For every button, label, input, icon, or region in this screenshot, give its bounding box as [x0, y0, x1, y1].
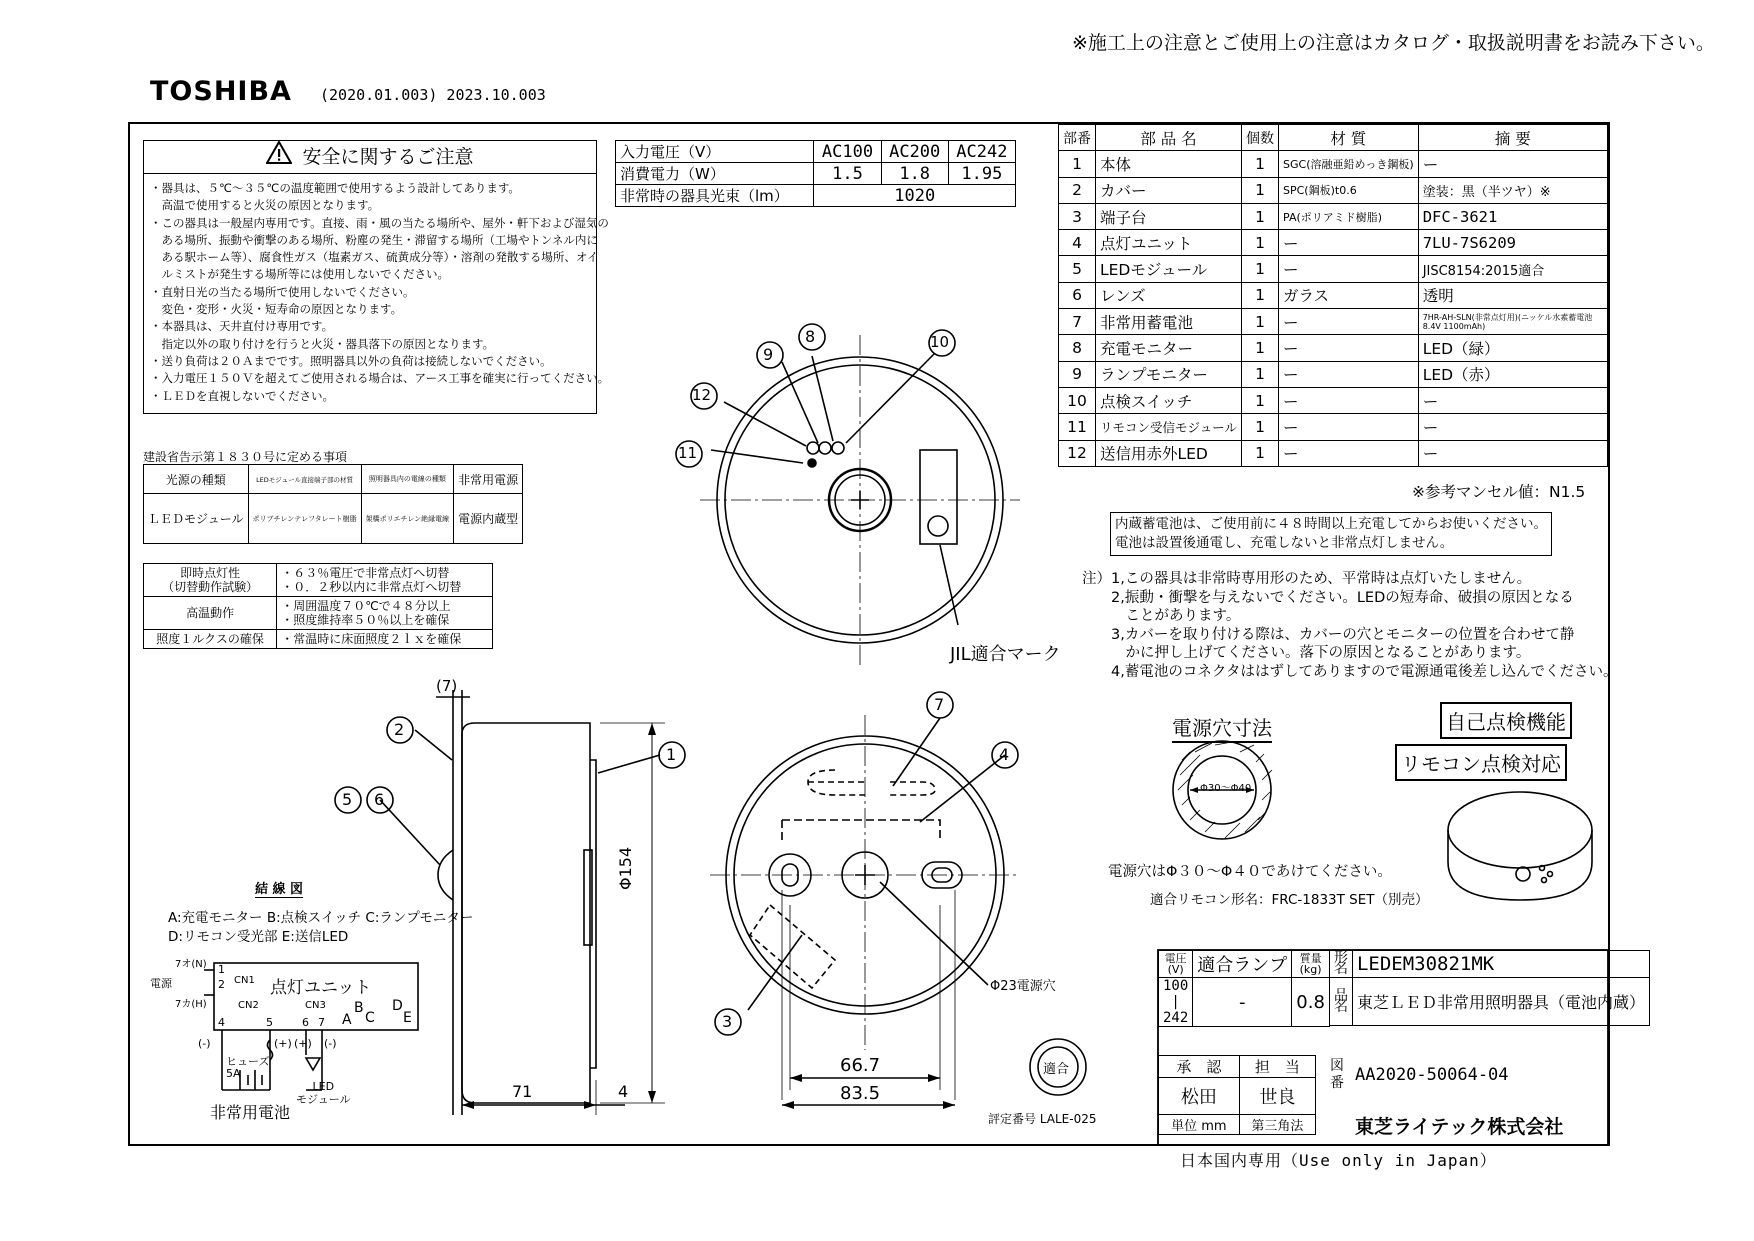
safety-line: 指定以外の取り付けを行うと火災・器具落下の原因となります。 [150, 336, 495, 351]
safety-line: ルミストが発生する場所等には使用しないでください。 [150, 267, 449, 282]
hole-dim: Φ30～Φ40 [1200, 783, 1252, 794]
note-line: 2,振動・衝撃を与えないでください。LEDの短寿命、破損の原因となる [1082, 589, 1574, 606]
approver-name: 松田 [1159, 1078, 1240, 1115]
callout-5: 5 [342, 790, 353, 809]
part-no: 11 [1059, 414, 1096, 440]
part-name: 端子台 [1096, 203, 1242, 229]
note-line: 3,カバーを取り付ける際は、カバーの穴とモニターの位置を合わせて静 [1082, 626, 1575, 643]
part-name: カバー [1096, 177, 1242, 203]
power-cell: AC100 [814, 141, 881, 163]
part-no: 12 [1059, 440, 1096, 466]
part-remark: JISC8154:2015適合 [1418, 256, 1607, 282]
dim-inner-pitch: 66.7 [840, 1055, 881, 1076]
wiring-cn1: CN1 [234, 975, 255, 986]
wiring-letter: E [403, 1010, 412, 1026]
safety-line: ある場所、振動や衝撃のある場所、粉塵の発生・滞留する場所（工場やトンネル内に [150, 232, 598, 247]
part-remark: LED（赤） [1418, 361, 1607, 387]
wiring-cn2: CN2 [238, 1000, 259, 1011]
source-caption: 建設省告示第１８３０号に定める事項 [143, 450, 348, 464]
parts-header: 個数 [1242, 125, 1279, 151]
wiring-letter: B [354, 1000, 364, 1016]
projection-label: 第三角法 [1239, 1115, 1315, 1135]
title-block [1158, 950, 1650, 1027]
part-name: LEDモジュール [1096, 256, 1242, 282]
perf-value: ・６３％電圧で非常点灯へ切替 ・０．２秒以内に非常点灯へ切替 [277, 564, 493, 597]
wiring-cn3: CN3 [305, 1000, 326, 1011]
wiring-letter: C [365, 1010, 375, 1026]
notice-line: 内蔵蓄電池は、ご使用前に４８時間以上充電してからお使いください。 [1115, 516, 1547, 532]
dim-flange: 4 [618, 1082, 629, 1101]
approve-header: 承 認 [1159, 1056, 1240, 1078]
part-name: レンズ [1096, 282, 1242, 308]
part-qty: 1 [1242, 361, 1279, 387]
perf-value: ・周囲温度７０℃で４８分以上 ・照度維持率５０％以上を確保 [277, 597, 493, 630]
callout-10: 10 [930, 333, 950, 351]
munsell-note: ※参考マンセル値：N1.5 [1412, 483, 1586, 501]
callout-1: 1 [666, 745, 677, 764]
mass-header: 質量 (kg) [1292, 951, 1330, 978]
callout-8: 8 [805, 327, 816, 346]
part-qty: 1 [1242, 335, 1279, 361]
parts-header: 部 品 名 [1096, 125, 1242, 151]
part-remark: 7HR-AH-SLN(非常点灯用)(ニッケル水素蓄電池 8.4V 1100mAh) [1418, 309, 1607, 335]
part-qty: 1 [1242, 282, 1279, 308]
part-material: ガラス [1279, 282, 1419, 308]
top-view [700, 335, 1020, 665]
part-material: ー [1279, 309, 1419, 335]
wiring-fuse: ヒューズ 5A [226, 1055, 270, 1080]
model-number: LEDEM30821MK [1352, 951, 1649, 978]
power-label: 消費電力（W） [616, 163, 814, 185]
jil-mark-label: JIL適合マーク [950, 644, 1061, 665]
wiring-h: 7カ(H) [175, 999, 207, 1010]
power-cell: 1.8 [881, 163, 948, 185]
charge-header: 担 当 [1239, 1056, 1315, 1078]
safety-line: ・本器具は、天井直付け専用です。 [150, 319, 334, 334]
wiring-n: 7オ(N) [175, 959, 207, 970]
self-check-label: 自己点検機能 [1440, 702, 1572, 739]
part-no: 4 [1059, 230, 1096, 256]
wiring-pin: 6 [302, 1016, 309, 1029]
part-qty: 1 [1242, 414, 1279, 440]
part-qty: 1 [1242, 256, 1279, 282]
part-material: ー [1279, 256, 1419, 282]
callout-2: 2 [394, 720, 405, 739]
part-no: 5 [1059, 256, 1096, 282]
wiring-unit: 点灯ユニット [270, 978, 372, 998]
revision-number: (2020.01.003) 2023.10.003 [320, 86, 546, 104]
part-name: 非常用蓄電池 [1096, 309, 1242, 335]
part-material: SPC(鋼板)t0.6 [1279, 177, 1419, 203]
jil-stamp-label: 適合 [1043, 1062, 1070, 1077]
source-cell: ＬＥＤモジュール [144, 494, 249, 544]
source-cell: 架橋ポリエチレン絶縁電線 [361, 494, 454, 544]
part-name: 充電モニター [1096, 335, 1242, 361]
part-no: 10 [1059, 387, 1096, 413]
source-header: 光源の種類 [144, 465, 249, 494]
person-name: 世良 [1239, 1078, 1315, 1115]
part-qty: 1 [1242, 177, 1279, 203]
part-remark: 透明 [1418, 282, 1607, 308]
power-label: 非常時の器具光束（lm） [616, 185, 814, 207]
product-sketch [1448, 792, 1592, 900]
wiring-pin: 2 [218, 978, 225, 991]
part-qty: 1 [1242, 151, 1279, 177]
part-name: 点検スイッチ [1096, 387, 1242, 413]
hole-note: 電源穴はΦ３０～Φ４０であけてください。 [1108, 864, 1392, 880]
part-no: 8 [1059, 335, 1096, 361]
company-name: 東芝ライテック株式会社 [1355, 1116, 1564, 1138]
top-note: ※施工上の注意とご使用上の注意はカタログ・取扱説明書をお読み下さい。 [1072, 32, 1715, 54]
dim-height: 71 [512, 1082, 533, 1101]
power-cell: AC200 [881, 141, 948, 163]
wiring-pin: 4 [218, 1016, 225, 1029]
perf-label: 即時点灯性 （切替動作試験） [144, 564, 277, 597]
part-remark: 塗装：黒（半ツヤ）※ [1418, 177, 1607, 203]
power-label: 入力電圧（V） [616, 141, 814, 163]
wiring-title: 結 線 図 [255, 878, 303, 898]
part-remark: ー [1418, 440, 1607, 466]
safety-line: ・送り負荷は２０Ａまでです。照明器具以外の負荷は接続しないでください。 [150, 353, 552, 368]
part-no: 1 [1059, 151, 1096, 177]
side-view [380, 690, 665, 1115]
wiring-legend: A:充電モニター B:点検スイッチ C:ランプモニター [168, 910, 474, 926]
part-remark: DFC-3621 [1418, 203, 1607, 229]
wiring-led: LED モジュール [296, 1080, 351, 1106]
perf-label: 高温動作 [144, 597, 277, 630]
parts-header: 部番 [1059, 125, 1096, 151]
mass-value: 0.8 [1292, 978, 1330, 1027]
callout-6: 6 [374, 790, 385, 809]
lamp-value: - [1193, 978, 1292, 1027]
perf-label: 照度１ルクスの確保 [144, 630, 277, 649]
model-label: 形 名 [1329, 951, 1352, 978]
part-qty: 1 [1242, 387, 1279, 413]
part-no: 2 [1059, 177, 1096, 203]
domestic-use: 日本国内専用（Use only in Japan） [1180, 1151, 1497, 1170]
power-cell: 1.5 [814, 163, 881, 185]
part-material: PA(ポリアミド樹脂) [1279, 203, 1419, 229]
safety-line: 変色・変形・火災・短寿命の原因となります。 [150, 302, 403, 317]
wiring-pin: 1 [218, 963, 225, 976]
voltage-header: 電圧 (V) [1159, 951, 1193, 978]
source-header: LEDモジュール直接端子部の材質 [248, 465, 361, 494]
part-no: 3 [1059, 203, 1096, 229]
power-cell: AC242 [948, 141, 1015, 163]
part-remark: ー [1418, 387, 1607, 413]
perf-value: ・常温時に床面照度２ｌｘを確保 [277, 630, 493, 649]
part-name: 送信用赤外LED [1096, 440, 1242, 466]
safety-line: ある駅ホーム等）、腐食性ガス（塩素ガス、硫黄成分等）・溶剤の発散する場所、オイ [150, 250, 599, 265]
dim-power-hole: Φ23電源穴 [990, 979, 1056, 994]
source-cell: 電源内蔵型 [454, 494, 523, 544]
safety-line: 高温で使用すると火災の原因となります。 [150, 198, 380, 213]
part-remark: ー [1418, 151, 1607, 177]
wiring-letter: D [392, 998, 403, 1014]
wiring-sign: (-) [198, 1037, 211, 1050]
part-material: ー [1279, 361, 1419, 387]
voltage-range: 100 | 242 [1159, 978, 1193, 1027]
wiring-legend: D:リモコン受光部 E:送信LED [168, 929, 349, 945]
product-name: 東芝ＬＥＤ非常用照明器具（電池内蔵） [1352, 978, 1649, 1026]
wiring-sign: (+) [274, 1037, 292, 1050]
remote-check-label: リモコン点検対応 [1395, 744, 1567, 781]
callout-9: 9 [763, 345, 774, 364]
part-remark: 7LU-7S6209 [1418, 230, 1607, 256]
safety-title: 安全に関するご注意 [144, 141, 596, 174]
wiring-letter: A [342, 1012, 352, 1028]
part-material: ー [1279, 387, 1419, 413]
dim-diameter: Φ154 [616, 846, 635, 890]
callout-4: 4 [999, 745, 1010, 764]
wiring-pin: 7 [318, 1016, 325, 1029]
part-no: 9 [1059, 361, 1096, 387]
dim-cover-thickness: (7) [436, 677, 458, 695]
approval-block [1158, 1055, 1316, 1135]
part-name: ランプモニター [1096, 361, 1242, 387]
drawing-no-label: 図 番 [1330, 1058, 1344, 1091]
part-name: 点灯ユニット [1096, 230, 1242, 256]
hole-title: 電源穴寸法 [1172, 712, 1272, 743]
wiring-sign: (-) [324, 1037, 337, 1050]
parts-header: 材 質 [1279, 125, 1419, 151]
part-no: 7 [1059, 309, 1096, 335]
notice-line: 電池は設置後通電し、充電しないと非常点灯しません。 [1115, 535, 1454, 551]
wiring-sign: (+) [294, 1037, 312, 1050]
note-line: 4,蓄電池のコネクタははずしてありますので電源通電後差し込んでください。 [1082, 663, 1618, 680]
safety-line: ・直射日光の当たる場所で使用しないでください。 [150, 284, 415, 299]
part-qty: 1 [1242, 440, 1279, 466]
remote-model: 適合リモコン形名：FRC-1833T SET（別売） [1150, 892, 1429, 908]
part-remark: LED（緑） [1418, 335, 1607, 361]
callout-11: 11 [678, 444, 698, 462]
callout-12: 12 [692, 386, 712, 404]
source-header: 非常用電源 [454, 465, 523, 494]
callout-3: 3 [722, 1012, 733, 1031]
safety-line: ・ＬＥＤを直視しないでください。 [150, 388, 334, 403]
part-qty: 1 [1242, 309, 1279, 335]
unit-label: 単位 mm [1159, 1115, 1240, 1135]
power-cell: 1.95 [948, 163, 1015, 185]
part-material: ー [1279, 230, 1419, 256]
safety-line: ・入力電圧１５０Ｖを超えてご使用される場合は、アース工事を確実に行ってください。 [150, 371, 610, 386]
parts-header: 摘 要 [1418, 125, 1607, 151]
source-cell: ポリブチレンテレフタレート樹脂 [248, 494, 361, 544]
part-material: SGC(溶融亜鉛めっき鋼板) [1279, 151, 1419, 177]
safety-line: ・器具は、５℃～３５℃の温度範囲で使用するよう設計してあります。 [150, 181, 520, 195]
safety-line: ・この器具は一般屋内専用です。直接、雨・風の当たる場所や、屋外・軒下および湿気の [150, 215, 609, 230]
wiring-power: 電源 [150, 977, 172, 990]
front-view [710, 715, 1020, 1105]
name-label: 品 名 [1329, 978, 1352, 1026]
part-name: リモコン受信モジュール [1096, 414, 1242, 440]
wiring-battery: 非常用電池 [210, 1103, 291, 1122]
wiring-pin: 5 [266, 1016, 273, 1029]
brand-logo: TOSHIBA [150, 76, 292, 107]
part-material: ー [1279, 414, 1419, 440]
part-qty: 1 [1242, 203, 1279, 229]
note-line: 注）1,この器具は非常時専用形のため、平常時は点灯いたしません。 [1082, 571, 1532, 587]
part-no: 6 [1059, 282, 1096, 308]
callout-7: 7 [934, 695, 945, 714]
power-cell: 1020 [814, 185, 1016, 207]
drawing-number: AA2020-50064-04 [1355, 1065, 1509, 1085]
part-qty: 1 [1242, 230, 1279, 256]
lamp-header: 適合ランプ [1193, 951, 1292, 978]
dim-outer-pitch: 83.5 [840, 1083, 881, 1104]
part-material: ー [1279, 440, 1419, 466]
part-name: 本体 [1096, 151, 1242, 177]
part-material: ー [1279, 335, 1419, 361]
source-header: 照明器具内の電線の種類 [361, 465, 454, 494]
note-line: かに押し上げてください。落下の原因となることがあります。 [1082, 645, 1531, 661]
cert-number: 評定番号 LALE-025 [988, 1112, 1097, 1126]
part-remark: ー [1418, 414, 1607, 440]
note-line: ことがあります。 [1082, 608, 1241, 624]
